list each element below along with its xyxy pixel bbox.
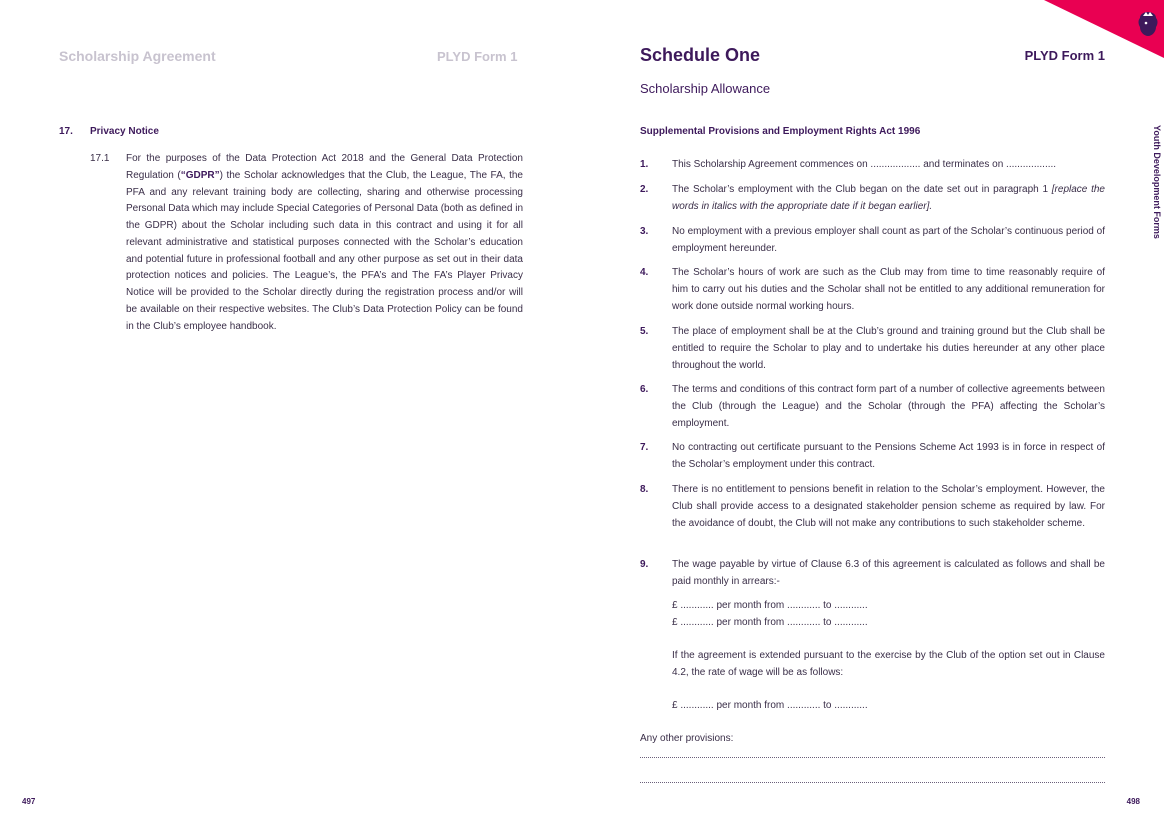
section-title: Privacy Notice	[90, 126, 159, 137]
list-item: 5. The place of employment shall be at the Club’s ground and training ground but the Club shall be entitled to require the Scholar to play and to undertake his duties hereunder at any other place throughout the world.	[640, 326, 1105, 371]
section-number: 17.	[59, 126, 73, 137]
other-provisions-label: Any other provisions:	[640, 733, 734, 744]
schedule-form: PLYD Form 1	[1024, 48, 1105, 63]
clause-text: For the purposes of the Data Protection Act 2018 and the General Data Protection Regulation (“GDPR”) the Scholar acknowledges that the Club, the League, The FA, the PFA and any relevant training body are collecting, sharing and otherwise processing Personal Data which may include Special Categories of Personal Data (both as defined in the GDPR) about the Scholar including such data in this contract and using it for all relevant administrative and statistical purposes connected with the Scholar’s education and potential future in professional football and any other purpose as set out in their data protection notices and policies. The League’s, the PFA’s and The FA’s Player Privacy Notice will be provided to the Scholar directly during the registration process and/or will be available on their respective websites. The Club’s Data Protection Policy can be found in the Club’s employee handbook.	[126, 153, 523, 332]
clause-number: 17.1	[90, 153, 110, 164]
page-number-left: 497	[22, 797, 36, 806]
list-item: 2. The Scholar’s employment with the Club began on the date set out in paragraph 1 [replace the words in italics with the appropriate date if it began earlier].	[640, 184, 1105, 212]
list-item: 1. This Scholarship Agreement commences on .................. and terminates on ..................	[640, 159, 1057, 170]
list-item: 8. There is no entitlement to pensions benefit in relation to the Scholar’s employment. However, the Club shall provide access to a designated stakeholder pension scheme as required by law. For the avoidance of doubt, the Club will not make any contributions to such stakeholder scheme.	[640, 484, 1105, 529]
provisions-heading: Supplemental Provisions and Employment Rights Act 1996	[640, 126, 921, 137]
schedule-title: Schedule One	[640, 45, 761, 65]
list-item: 7. No contracting out certificate pursuant to the Pensions Scheme Act 1993 is in force in respect of the Scholar’s employment under this contract.	[640, 442, 1105, 470]
gdpr-term: “GDPR”	[180, 169, 220, 181]
extension-text: If the agreement is extended pursuant to the exercise by the Club of the option set out in Clause 4.2, the rate of wage will be as follows:	[672, 650, 1105, 678]
schedule-subtitle: Scholarship Allowance	[640, 81, 771, 96]
fill-in-line	[640, 757, 1105, 758]
left-header-form: PLYD Form 1	[437, 49, 518, 64]
right-page	[582, 0, 1164, 826]
wage-line: £ ............ per month from ............ to ............	[672, 600, 868, 611]
list-item: 4. The Scholar’s hours of work are such as the Club may from time to time reasonably require of him to carry out his duties and the Scholar shall not be entitled to any additional remuneration for work done outside normal working hours.	[640, 267, 1105, 312]
wage-line: £ ............ per month from ............ to ............	[672, 617, 868, 628]
clause-17-1	[90, 151, 523, 335]
fill-in-line	[640, 782, 1105, 783]
wage-line: £ ............ per month from ............ to ............	[672, 700, 868, 711]
side-tab	[1150, 125, 1162, 265]
left-header-title: Scholarship Agreement	[59, 48, 216, 64]
section-heading	[59, 126, 159, 137]
list-item: 6. The terms and conditions of this contract form part of a number of collective agreements between the Club (through the League) and the Scholar (through the PFA) affecting the Scholar’s employment.	[640, 384, 1105, 429]
list-item: 9. The wage payable by virtue of Clause 6.3 of this agreement is calculated as follows and shall be paid monthly in arrears:-	[640, 559, 1105, 587]
side-tab-label: Youth Development Forms	[1152, 125, 1162, 239]
list-item: 3. No employment with a previous employer shall count as part of the Scholar’s continuous period of employment hereunder.	[640, 226, 1105, 254]
page-number-right: 498	[1126, 797, 1140, 806]
